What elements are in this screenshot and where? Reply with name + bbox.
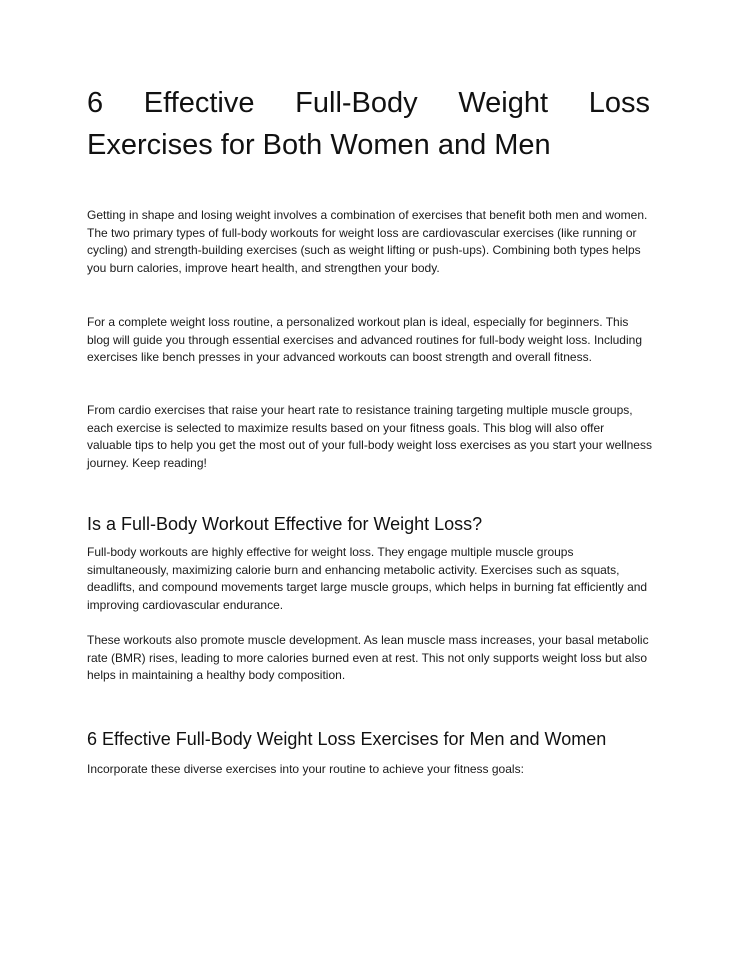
section-heading-effectiveness: Is a Full-Body Workout Effective for Weight Loss? <box>87 514 483 534</box>
section-heading-exercises: 6 Effective Full-Body Weight Loss Exercises for Men and Women <box>87 729 607 749</box>
section1-paragraph-2: These workouts also promote muscle development. As lean muscle mass increases, your basal metabolic rate (BMR) rises, leading to more calories burned even at rest. This not only supports weight loss but also helps in maintaining a healthy body composition. <box>87 633 649 683</box>
section2-paragraph-1: Incorporate these diverse exercises into your routine to achieve your fitness goals: <box>87 762 524 776</box>
intro-paragraph-2: For a complete weight loss routine, a personalized workout plan is ideal, especially for beginners. This blog will guide you through essential exercises and advanced routines for full-body weight loss. Including exercises like bench presses in your advanced workouts can boost strength and overall fitness. <box>87 315 642 365</box>
intro-paragraph-3: From cardio exercises that raise your heart rate to resistance training targeting multiple muscle groups, each exercise is selected to maximize results based on your fitness goals. This blog will also offer valuable tips to help you get the most out of your full-body weight loss exercises as you start your wellness journey. Keep reading! <box>87 403 652 470</box>
intro-paragraph-1: Getting in shape and losing weight involves a combination of exercises that benefit both men and women. The two primary types of full-body workouts for weight loss are cardiovascular exercises (like running or cycling) and strength-building exercises (such as weight lifting or push-ups). Combining both types helps you burn calories, improve heart health, and strengthen your body. <box>87 208 648 275</box>
page-title: 6 Effective Full-Body Weight Loss Exercises for Both Women and Men <box>87 87 650 161</box>
section1-paragraph-1: Full-body workouts are highly effective for weight loss. They engage multiple muscle groups simultaneously, maximizing calorie burn and enhancing metabolic activity. Exercises such as squats, deadlifts, and compound movements target large muscle groups, which helps in burning fat efficiently and improving cardiovascular endurance. <box>87 545 648 612</box>
